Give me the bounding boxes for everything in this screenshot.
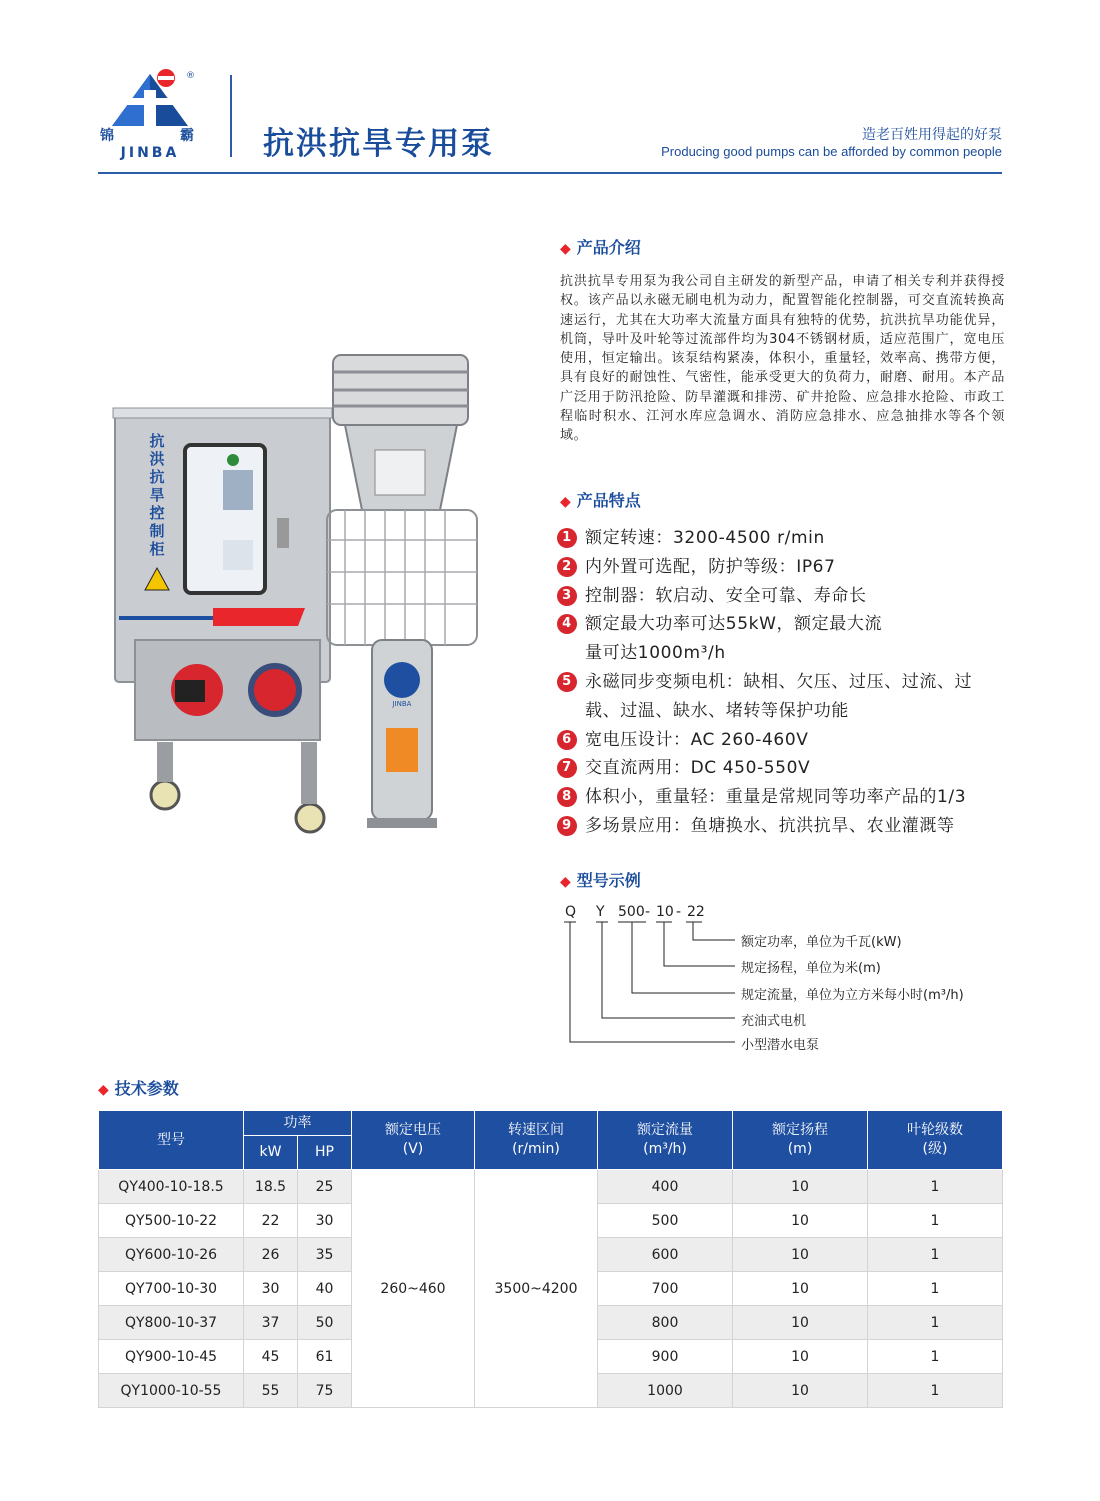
cell-model: QY400-10-18.5 xyxy=(99,1170,244,1204)
product-image xyxy=(105,350,500,840)
header-power xyxy=(244,1111,352,1136)
header-divider xyxy=(230,75,232,157)
number-badge-icon: 1 xyxy=(557,528,577,548)
model-label-flow: 规定流量，单位为立方米每小时(m³/h) xyxy=(741,988,964,1003)
model-code-dash: - xyxy=(676,904,682,920)
slogan-cn: 造老百姓用得起的好泵 xyxy=(862,127,1002,143)
cabinet-label xyxy=(147,432,167,558)
model-code-q: Q xyxy=(565,904,577,920)
header-flow xyxy=(598,1111,733,1170)
cell-head: 10 xyxy=(733,1238,868,1272)
cell-stages: 1 xyxy=(868,1238,1003,1272)
header-flow-unit: (m³/h) xyxy=(643,1141,687,1157)
model-label-pump: 小型潜水电泵 xyxy=(741,1038,820,1053)
cell-flow: 900 xyxy=(598,1340,733,1374)
cabinet-label-char: 柜 xyxy=(149,540,165,558)
model-example-heading-text: 型号示例 xyxy=(576,871,641,890)
slogan-en: Producing good pumps can be afforded by common people xyxy=(661,144,1002,159)
intro-heading xyxy=(560,235,641,258)
cell-model: QY600-10-26 xyxy=(99,1238,244,1272)
tech-params-table xyxy=(98,1110,1003,1408)
cell-kw: 30 xyxy=(244,1272,298,1306)
cell-head: 10 xyxy=(733,1374,868,1408)
header-head xyxy=(733,1111,868,1170)
cell-voltage: 260~460 xyxy=(352,1170,475,1408)
cell-kw: 26 xyxy=(244,1238,298,1272)
intro-text: 抗洪抗旱专用泵为我公司自主研发的新型产品，申请了相关专利并获得授权。该产品以永磁无刷电机为动力，配置智能化控制器，可交直流转换高速运行，尤其在大功率大流量方面具有独特的优势，抗洪抗旱功能优异，机筒，导叶及叶轮等过流部件均为304不锈钢材质，适应范围广，宽电压使用，恒定输出。该泵结构紧凑，体积小，重量轻，效率高、携带方便，具有良好的耐蚀性、气密性，能承受更大的负荷力，耐磨、耐用。本产品广泛用于防汛抢险、防旱灌溉和排涝、矿井抢险、应急排水抢险、市政工程临时积水、江河水库应急调水、消防应急排水、应急抽排水等各个领域。 xyxy=(560,274,1005,444)
feature-item xyxy=(557,726,1017,755)
svg-text:®: ® xyxy=(186,71,195,81)
cell-kw: 22 xyxy=(244,1204,298,1238)
number-badge-icon: 9 xyxy=(557,816,577,836)
cell-hp: 25 xyxy=(298,1170,352,1204)
feature-item xyxy=(557,812,1017,841)
model-code-y: Y xyxy=(596,904,605,920)
number-badge-icon: 5 xyxy=(557,672,577,692)
cell-stages: 1 xyxy=(868,1204,1003,1238)
model-label-head: 规定扬程，单位为米(m) xyxy=(741,961,881,976)
feature-item xyxy=(557,582,1017,611)
header-stages-unit: (级) xyxy=(922,1141,948,1157)
model-code-head: 10 xyxy=(656,904,674,920)
header-speed xyxy=(475,1111,598,1170)
header-speed-unit: (r/min) xyxy=(512,1141,560,1157)
cell-flow: 500 xyxy=(598,1204,733,1238)
header-hp-text: HP xyxy=(315,1144,334,1160)
number-badge-icon: 4 xyxy=(557,614,577,634)
cell-speed: 3500~4200 xyxy=(475,1170,598,1408)
cell-hp: 30 xyxy=(298,1204,352,1238)
header-model xyxy=(99,1111,244,1170)
cabinet-label-char: 旱 xyxy=(149,486,165,504)
cell-head: 10 xyxy=(733,1272,868,1306)
feature-text: 额定最大功率可达55kW，额定最大流量可达1000m³/h xyxy=(585,614,883,664)
cell-flow: 800 xyxy=(598,1306,733,1340)
feature-text: 额定转速：3200-4500 r/min xyxy=(585,528,825,548)
cell-hp: 50 xyxy=(298,1306,352,1340)
feature-item xyxy=(557,668,1005,726)
cell-flow: 700 xyxy=(598,1272,733,1306)
number-badge-icon: 3 xyxy=(557,586,577,606)
cell-flow: 400 xyxy=(598,1170,733,1204)
cell-model: QY700-10-30 xyxy=(99,1272,244,1306)
number-badge-icon: 8 xyxy=(557,787,577,807)
feature-text: 多场景应用：鱼塘换水、抗洪抗旱、农业灌溉等 xyxy=(585,815,955,836)
header-speed-text: 转速区间 xyxy=(508,1122,564,1138)
cell-kw: 18.5 xyxy=(244,1170,298,1204)
model-label-power: 额定功率，单位为千瓦(kW) xyxy=(741,935,902,950)
cabinet-label-char: 洪 xyxy=(149,450,165,468)
cabinet-label-char: 抗 xyxy=(149,432,165,450)
header-flow-text: 额定流量 xyxy=(637,1122,693,1138)
number-badge-icon: 7 xyxy=(557,758,577,778)
features-heading-text: 产品特点 xyxy=(576,491,641,510)
number-badge-icon: 6 xyxy=(557,730,577,750)
cell-model: QY1000-10-55 xyxy=(99,1374,244,1408)
cabinet-label-char: 控 xyxy=(149,504,165,522)
cell-hp: 40 xyxy=(298,1272,352,1306)
cell-kw: 55 xyxy=(244,1374,298,1408)
diamond-icon: ◆ xyxy=(560,241,571,257)
cabinet-label-char: 制 xyxy=(149,522,165,540)
header-power-text: 功率 xyxy=(283,1114,312,1131)
header-voltage xyxy=(352,1111,475,1170)
header-kw-text: kW xyxy=(259,1144,282,1160)
cell-head: 10 xyxy=(733,1204,868,1238)
header-kw xyxy=(244,1136,298,1170)
feature-text: 体积小，重量轻：重量是常规同等功率产品的1/3 xyxy=(585,787,967,808)
jinba-logo xyxy=(100,68,200,160)
cell-hp: 35 xyxy=(298,1238,352,1272)
feature-text: 控制器：软启动、安全可靠、寿命长 xyxy=(585,585,867,606)
intro-heading-text: 产品介绍 xyxy=(576,238,641,257)
feature-text: 交直流两用：DC 450-550V xyxy=(585,758,811,779)
features-heading xyxy=(560,488,641,511)
diamond-icon: ◆ xyxy=(560,874,571,890)
feature-list xyxy=(557,524,1017,841)
feature-item xyxy=(557,553,1017,582)
header-voltage-text: 额定电压 xyxy=(385,1122,441,1138)
pump-brand-text: JINBA xyxy=(392,700,412,708)
cell-stages: 1 xyxy=(868,1170,1003,1204)
cell-stages: 1 xyxy=(868,1306,1003,1340)
header-head-unit: (m) xyxy=(787,1141,813,1157)
table-row xyxy=(99,1170,1003,1204)
page-title: 抗洪抗旱专用泵 xyxy=(263,126,494,162)
header-hp xyxy=(298,1136,352,1170)
tech-heading xyxy=(98,1076,179,1099)
tech-heading-text: 技术参数 xyxy=(114,1079,179,1098)
cabinet-label-char: 抗 xyxy=(149,468,165,486)
feature-text: 内外置可选配，防护等级：IP67 xyxy=(585,556,836,577)
feature-item xyxy=(557,783,1017,812)
diamond-icon: ◆ xyxy=(98,1082,109,1098)
cell-model: QY800-10-37 xyxy=(99,1306,244,1340)
cell-hp: 61 xyxy=(298,1340,352,1374)
cell-stages: 1 xyxy=(868,1374,1003,1408)
header-stages xyxy=(868,1111,1003,1170)
model-code-power: 22 xyxy=(687,904,705,920)
feature-item xyxy=(557,754,1017,783)
cell-model: QY500-10-22 xyxy=(99,1204,244,1238)
number-badge-icon: 2 xyxy=(557,557,577,577)
cell-head: 10 xyxy=(733,1340,868,1374)
cell-head: 10 xyxy=(733,1170,868,1204)
header-voltage-unit: (V) xyxy=(402,1141,424,1157)
cell-flow: 1000 xyxy=(598,1374,733,1408)
cell-stages: 1 xyxy=(868,1340,1003,1374)
feature-item xyxy=(557,524,1017,553)
cell-head: 10 xyxy=(733,1306,868,1340)
cell-hp: 75 xyxy=(298,1374,352,1408)
brand-en: JINBA xyxy=(120,145,180,160)
feature-item xyxy=(557,610,885,668)
cell-model: QY900-10-45 xyxy=(99,1340,244,1374)
cell-flow: 600 xyxy=(598,1238,733,1272)
feature-text: 永磁同步变频电机：缺相、欠压、过压、过流、过载、过温、缺水、堵转等保护功能 xyxy=(585,671,973,721)
cell-kw: 37 xyxy=(244,1306,298,1340)
header-rule xyxy=(98,172,1002,174)
header-head-text: 额定扬程 xyxy=(772,1122,828,1138)
feature-text: 宽电压设计：AC 260-460V xyxy=(585,729,809,750)
diamond-icon: ◆ xyxy=(560,494,571,510)
model-label-motor: 充油式电机 xyxy=(741,1014,807,1029)
cell-stages: 1 xyxy=(868,1272,1003,1306)
model-code-flow: 500 xyxy=(618,904,645,920)
model-example-heading xyxy=(560,868,641,891)
brand-cn-right: 霸 xyxy=(180,128,194,144)
brand-cn-left: 锦 xyxy=(100,128,114,144)
header-model-text: 型号 xyxy=(157,1131,185,1148)
header-stages-text: 叶轮级数 xyxy=(907,1122,963,1138)
model-code-dash: - xyxy=(645,904,651,920)
cell-kw: 45 xyxy=(244,1340,298,1374)
